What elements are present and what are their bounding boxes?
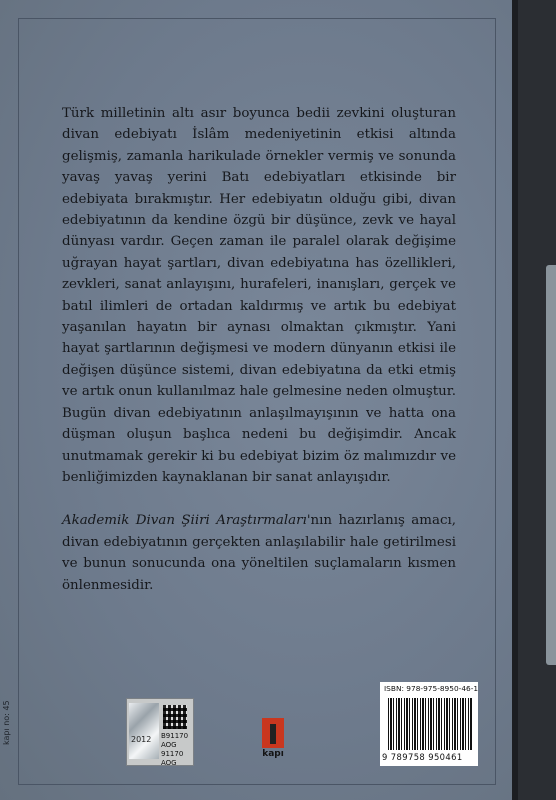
side-label: kapı no: 45 [2, 700, 11, 745]
barcode-digits: 9 789758 950461 [382, 752, 463, 762]
spine-edge [512, 0, 518, 800]
paragraph-2-rest: 'nın hazırlanış amacı, divan edebiyatının gerçekten anlaşılabilir hale getirilmesi ve bunun sonucunda ona yöneltilen suçlamaların kısmen önlenmesidir. [62, 513, 456, 593]
sticker-code [161, 732, 193, 768]
sticker-code-2: AOG [161, 741, 177, 749]
publisher-logo [262, 718, 284, 760]
publisher-logo-icon [262, 718, 284, 748]
paragraph-1: Türk milletinin altı asır boyunca bedii zevkini oluşturan divan edebiyatı İslâm medeniyetinin etkisi altında gelişmiş, zamanla harikulade örnekler vermiş ve sonunda yavaş yavaş yerini Batı edebiyatları etkisinde bir edebiyata bırakmıştır. Her edebiyatın olduğu gibi, divan edebiyatının da kendine özgü bir düşünce, zevk ve hayal dünyası vardır. Geçen zaman ile paralel olarak değişime uğrayan hayat şartları, divan edebiyatına has özellikleri, zevkleri, sanat anlayışını, hurafeleri, inanışları, gerçek ve batıl ilimleri de ortadan kaldırmış ve artık bu edebiyat yaşanılan hayatın bir aynası olmaktan çıkmıştır. Yani hayat şartlarının değişmesi ve modern dünyanın etkisi ile değişen düşünce sistemi, divan edebiyatına da etki etmiş ve artık onun kullanılmaz hale gelmesine neden olmuştur. Bugün divan edebiyatının anlaşılmayışının ve hatta ona düşman oluşun başlıca nedeni bu değişimdir. Ancak unutmamak gerekir ki bu edebiyat bizim öz malımızdır ve benliğimizden kaynaklanan bir sanat anlayışıdır. [62, 106, 456, 485]
series-title: Akademik Divan Şiiri Araştırmaları [62, 513, 307, 529]
isbn-label: ISBN: 978-975-8950-46-1 [384, 684, 479, 693]
qr-code-icon [163, 705, 187, 729]
publisher-name: kapı [262, 749, 284, 759]
hologram-icon [129, 703, 159, 759]
paragraph-2 [62, 510, 456, 596]
sticker-code-1: B91170 [161, 732, 189, 740]
bandrol-sticker [126, 698, 194, 766]
barcode-bars-icon [388, 698, 472, 750]
sticker-code-3: 91170 AOG [161, 750, 184, 767]
isbn-barcode [380, 682, 478, 766]
back-cover-text [62, 103, 456, 596]
spine-strip [546, 265, 556, 665]
sticker-year: 2012 [131, 735, 152, 744]
book-spine [512, 0, 556, 800]
